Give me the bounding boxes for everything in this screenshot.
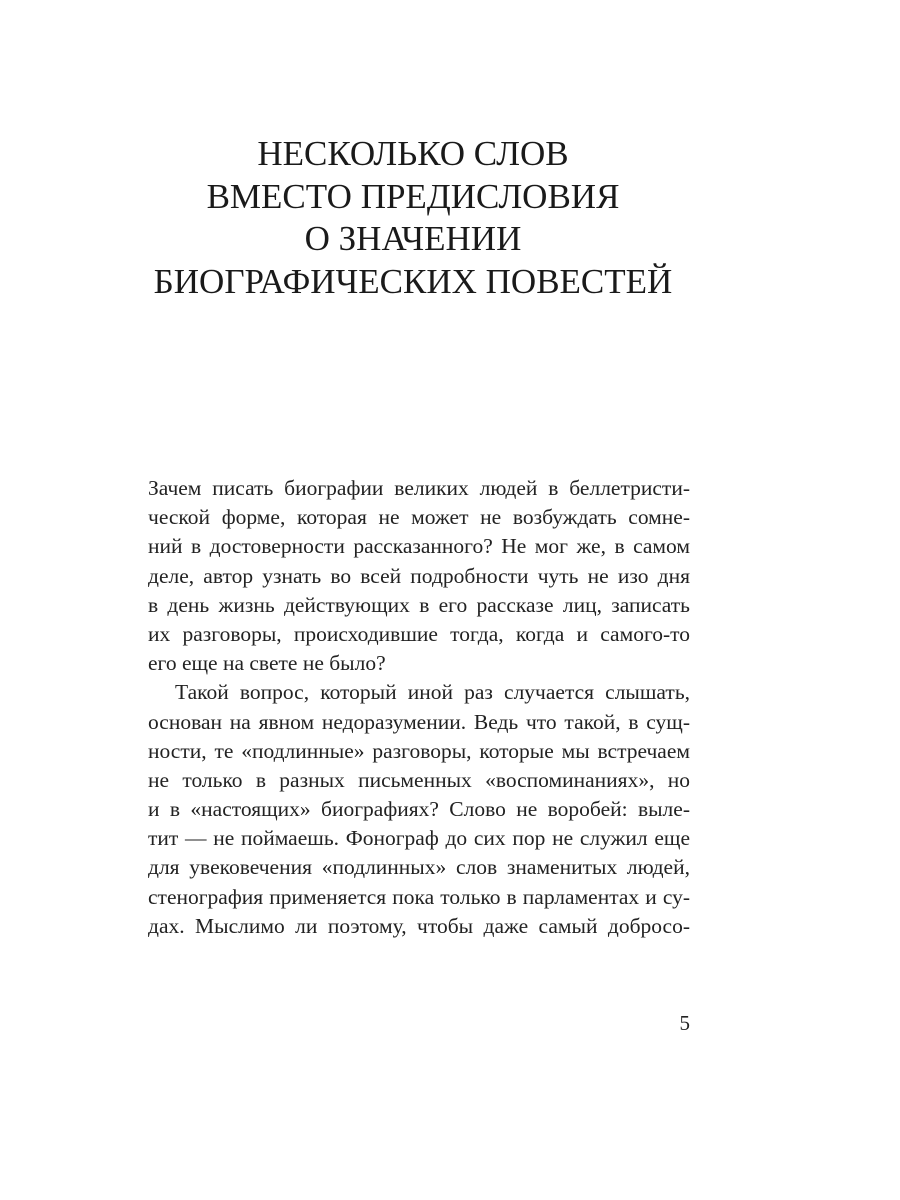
text-line: деле, автор узнать во всей подробности чуть не изо дня [148,563,690,588]
text-line: основан на явном недоразумении. Ведь что такой, в сущ- [148,709,690,734]
text-line: в день жизнь действующих в его рассказе лиц, записать [148,592,690,617]
text-line: не только в разных письменных «воспоминаниях», но [148,767,690,792]
chapter-title [0,133,826,303]
text-line: для увековечения «подлинных» слов знаменитых людей, [148,855,690,880]
chapter-title-line: ВМЕСТО ПРЕДИСЛОВИЯ [206,176,620,216]
text-line: Зачем писать биографии великих людей в беллетристи- [148,476,690,500]
text-line: тит — не поймаешь. Фонограф до сих пор не служил еще [148,826,690,851]
body-text [148,474,690,941]
chapter-title-line: БИОГРАФИЧЕСКИХ ПОВЕСТЕЙ [153,261,673,301]
text-line: дах. Мыслимо ли поэтому, чтобы даже самый добросо- [148,913,690,938]
text-line: и в «настоящих» биографиях? Слово не воробей: выле- [148,797,690,822]
page-number: 5 [679,1011,690,1035]
text-line: ности, те «подлинные» разговоры, которые мы встречаем [148,738,690,763]
text-line: ческой форме, которая не может не возбуждать сомне- [148,505,690,530]
paragraph-2 [148,678,690,941]
text-line: их разговоры, происходившие тогда, когда и самого-то [148,621,690,646]
text-line: ний в достоверности рассказанного? Не мог же, в самом [148,534,690,559]
text-line: Такой вопрос, который иной раз случается слышать, [175,680,690,705]
paragraph-1 [148,474,690,678]
chapter-title-line: О ЗНАЧЕНИИ [304,219,522,258]
text-line: его еще на свете не было? [148,651,386,676]
chapter-title-line: НЕСКОЛЬКО СЛОВ [257,134,569,173]
text-line: стенография применяется пока только в парламентах и су- [148,884,690,909]
